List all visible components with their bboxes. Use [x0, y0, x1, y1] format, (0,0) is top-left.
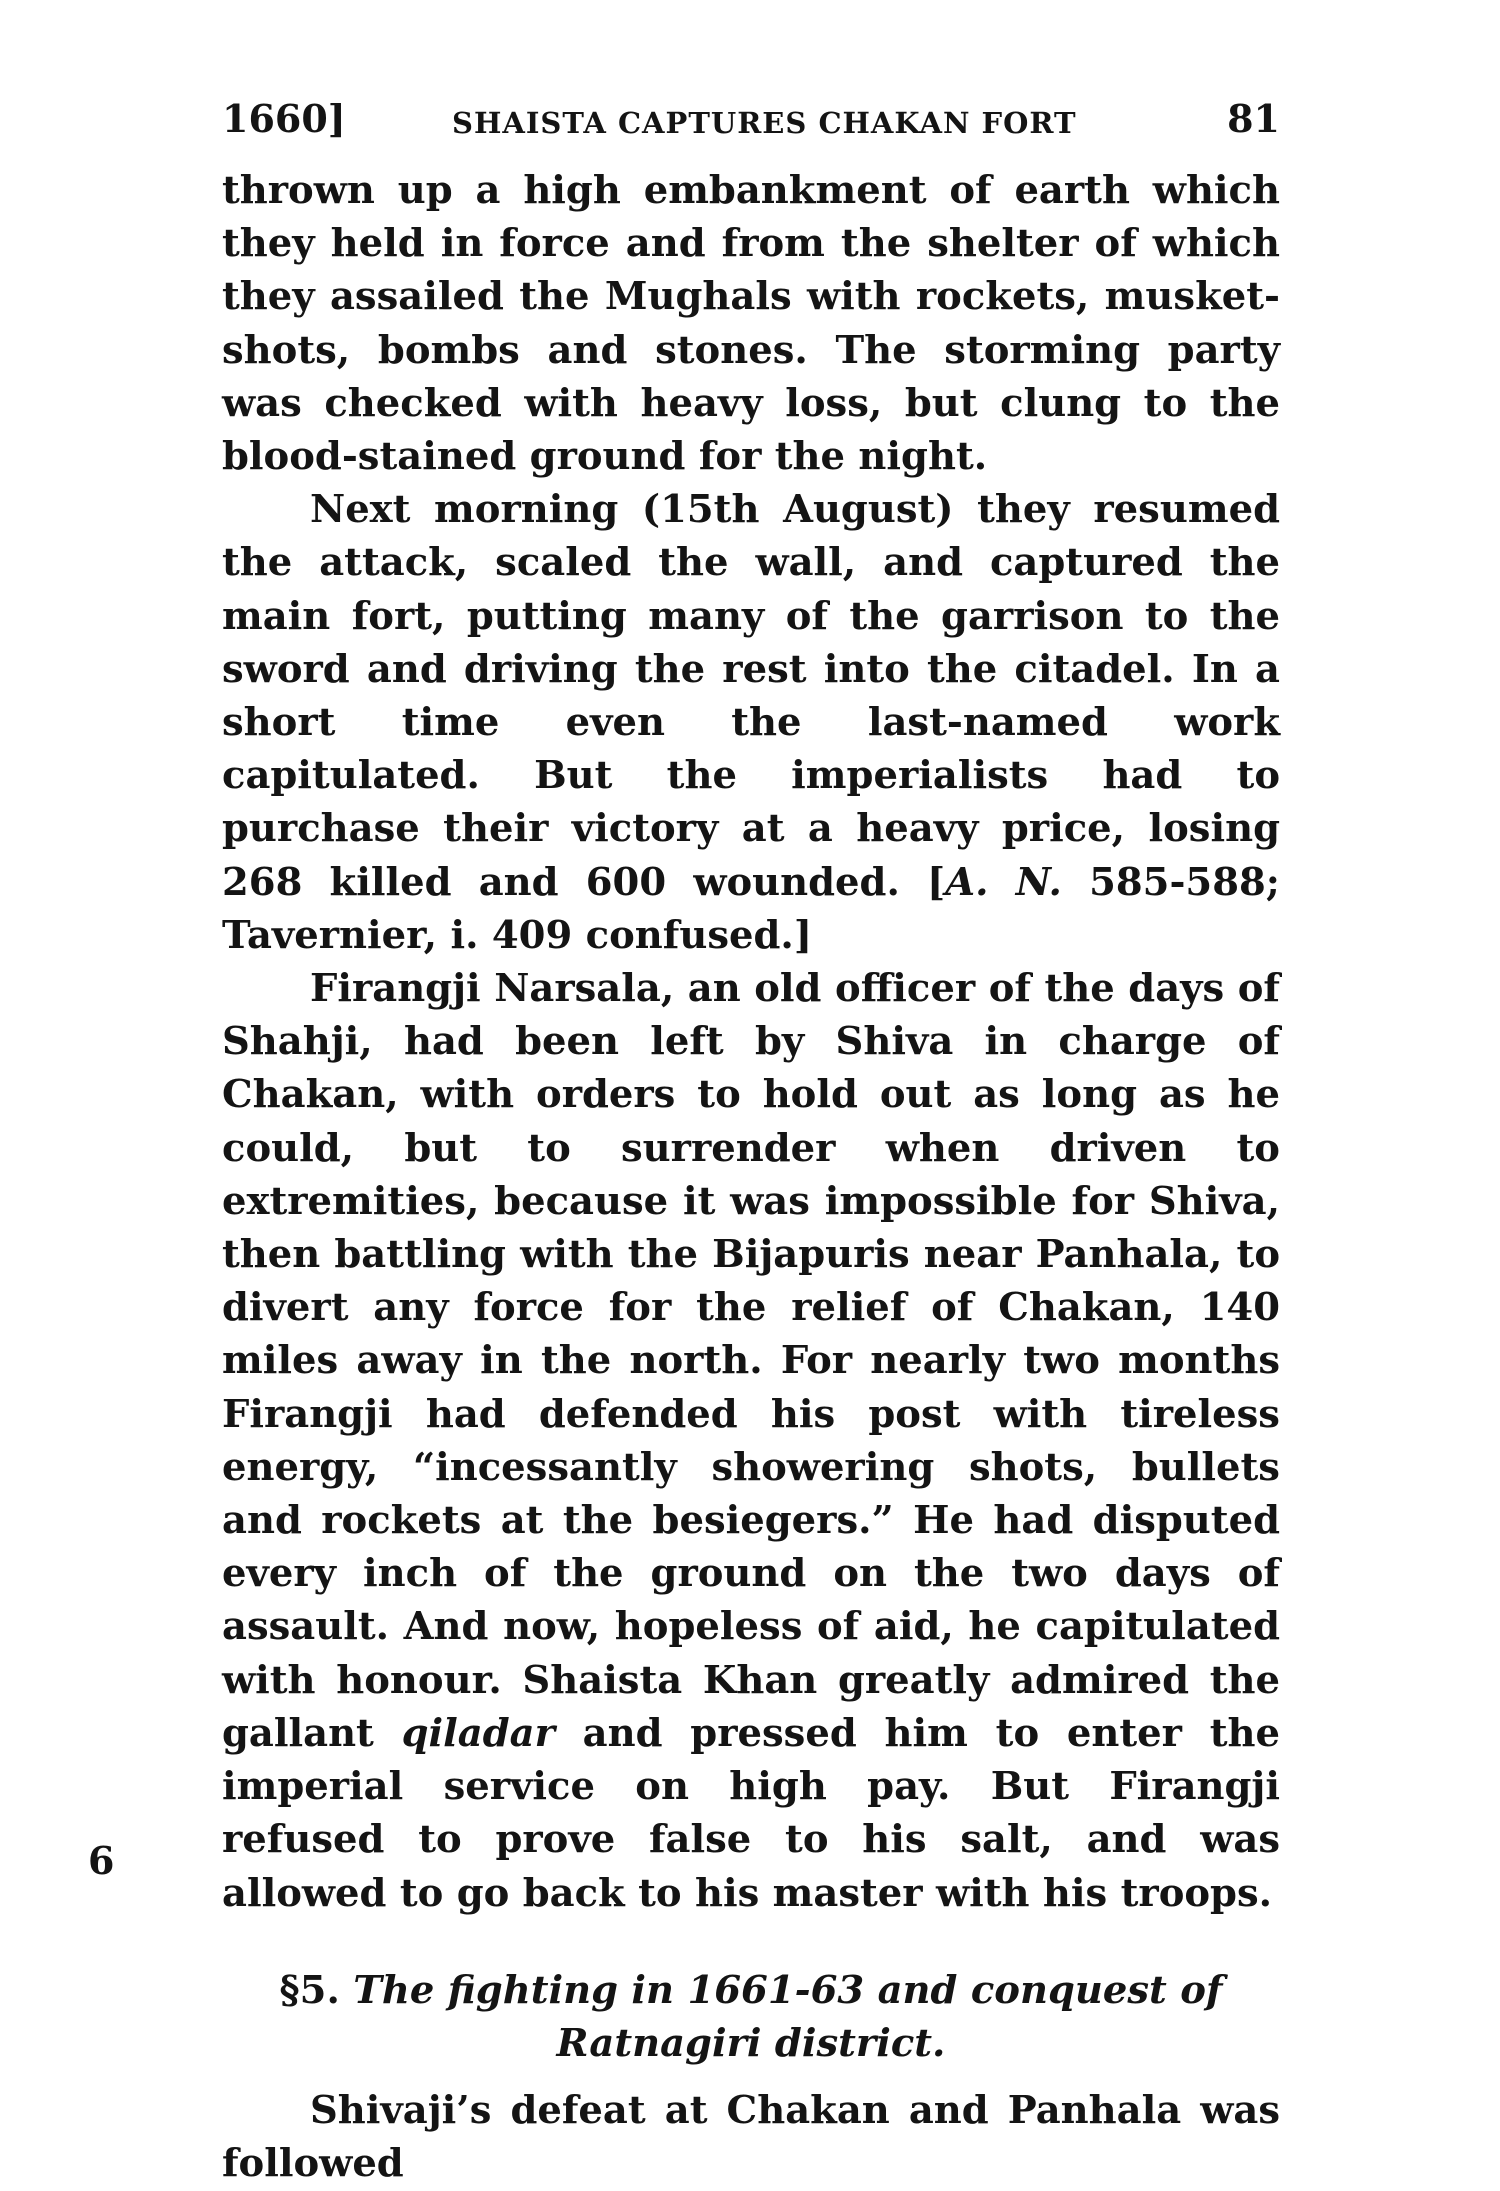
page-header [222, 96, 1280, 156]
paragraph-3-text-a: Firangji Narsala, an old officer of the days of Shahji, had been left by Shiva in charge of Chakan, with orders to hold out as long as he could, but to surrender when driven to extremities, because it was impossible for Shiva, then battling with the Bijapuris near Panhala, to divert any force for the relief of Chakan, 140 miles away in the north. For nearly two months Firangji had defended his post with tireless energy, “incessantly showering shots, bullets and rockets at the besiegers.” He had disputed every inch of the ground on the two days of assault. And now, hopeless of aid, he capitulated with honour. Shaista Khan greatly admired the gallant [222, 966, 1280, 1756]
citation-rest: 585-588; Tavernier, i. 409 confused.] [222, 859, 1281, 958]
paragraph-firangji [222, 962, 1280, 1920]
paragraph-morning-attack [222, 483, 1280, 962]
paragraph-shivaji-defeat [222, 2084, 1280, 2190]
citation-abbreviation: A. N. [945, 859, 1062, 905]
paragraph-1-text: thrown up a high embankment of earth which they held in force and from the shelter of which they assailed the Mughals with rockets, musket-shots, bombs and stones. The storming party was checked with heavy loss, but clung to the blood-stained ground for the night. [222, 168, 1280, 480]
book-page [222, 96, 1280, 2191]
section-title: The fighting in 1661-63 and conquest of Ratnagiri district. [353, 1967, 1223, 2066]
closing-paragraph-text: Shivaji’s defeat at Chakan and Panhala was followed [222, 2088, 1280, 2187]
page-number: 81 [1227, 96, 1280, 141]
italic-term-qiladar: qiladar [401, 1710, 555, 1756]
section-number: §5. [279, 1967, 340, 2013]
paragraph-2-text: Next morning (15th August) they resumed the attack, scaled the wall, and captured the main fort, putting many of the garrison to the sword and driving the rest into the citadel. In a short time even the last-named work capitulated. But the imperialists had to purchase their victory at a heavy price, losing 268 killed and 600 wounded. [ [222, 487, 1280, 905]
header-year: 1660] [222, 96, 346, 141]
running-title: SHAISTA CAPTURES CHAKAN FORT [452, 106, 1077, 140]
signature-mark: 6 [88, 1838, 115, 1883]
page-body [222, 164, 1280, 2191]
paragraph-continued [222, 164, 1280, 483]
paragraph-3-text-b: and pressed him to enter the imperial service on high pay. But Firangji refused to prove false to his salt, and was allowed to go back to his master with his troops. [222, 1710, 1280, 1916]
section-heading [222, 1964, 1280, 2070]
